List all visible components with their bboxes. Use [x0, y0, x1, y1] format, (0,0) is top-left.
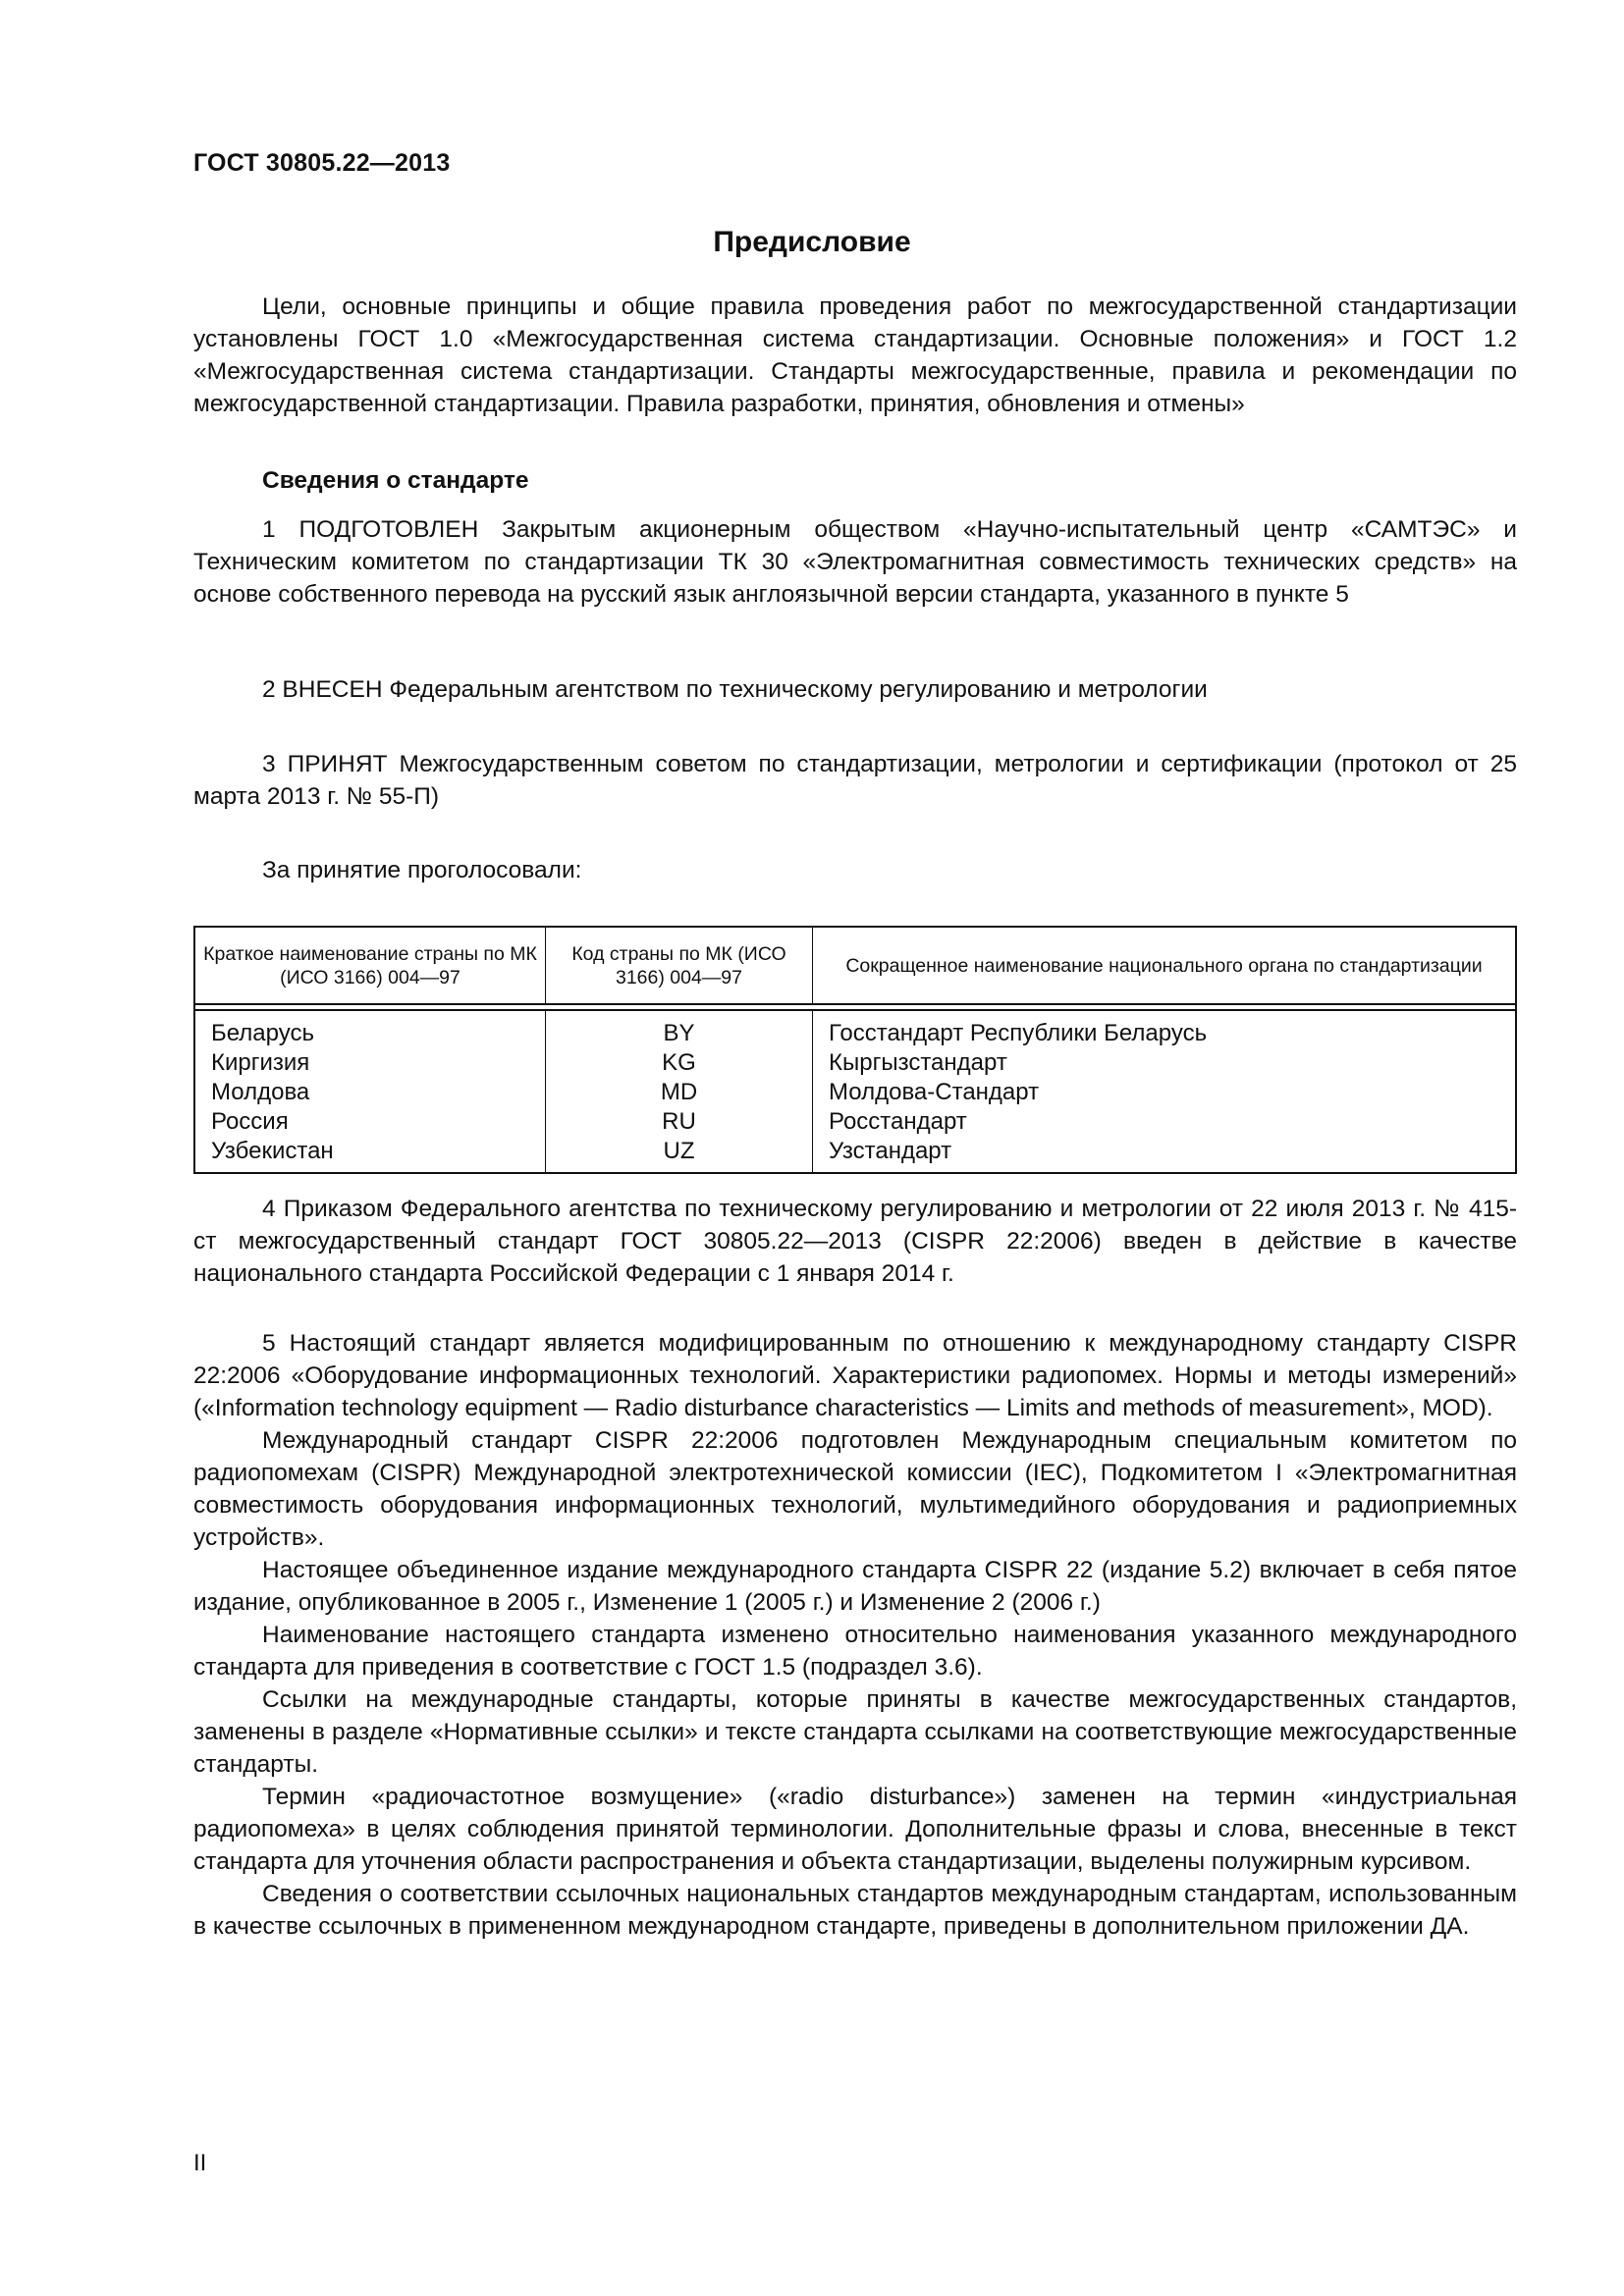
table-cell-code: RU	[662, 1108, 696, 1135]
section-heading-block	[193, 464, 1517, 497]
document-id: ГОСТ 30805.22—2013	[193, 149, 451, 177]
item-5-paragraph: Термин «радиочастотное возмущение» («radio disturbance») заменен на термин «индустриальная радиопомеха» в целях соблюдения принятой терминологии. Дополнительные фразы и слова, внесенные в текст стандарта для уточнения области распространения и объекта стандартизации, выделены полужирным курсивом.	[193, 1784, 1517, 1875]
item-1-text: 1 ПОДГОТОВЛЕН Закрытым акционерным обществом «Научно-испытательный центр «САМТЭС» и Техническим комитетом по стандартизации ТК 30 «Электромагнитная совместимость технических средств» на основе собственного перевода на русский язык англоязычной версии стандарта, указанного в пункте 5	[193, 516, 1517, 608]
table-body	[195, 1011, 1515, 1172]
table-cell-country: Россия	[211, 1108, 289, 1135]
item-3	[193, 748, 1517, 813]
table-cell-body: Госстандарт Республики Беларусь	[829, 1020, 1208, 1046]
code-column	[546, 1011, 813, 1172]
table-cell-code: MD	[660, 1079, 698, 1105]
item-2-text: 2 ВНЕСЕН Федеральным агентством по техническому регулированию и метрологии	[262, 676, 1208, 703]
table-cell-code: BY	[663, 1020, 695, 1046]
table-cell-body: Кыргызстандарт	[829, 1049, 1007, 1076]
intro-paragraph	[193, 291, 1517, 420]
header-code: Код страны по МК (ИСО 3166) 004—97	[546, 928, 813, 1003]
table-cell-body: Росстандарт	[829, 1108, 967, 1135]
table-cell-country: Молдова	[211, 1079, 310, 1105]
voting-table	[193, 926, 1517, 1174]
item-5	[193, 1327, 1517, 1943]
table-cell-body: Молдова-Стандарт	[829, 1079, 1040, 1105]
page-title: Предисловие	[713, 226, 911, 258]
item-5-paragraph: Ссылки на международные стандарты, которые приняты в качестве межгосударственных стандартов, заменены в разделе «Нормативные ссылки» и тексте стандарта ссылками на соответствующие межгосударственные стандарты.	[193, 1686, 1517, 1778]
item-2	[193, 673, 1517, 706]
table-header	[195, 928, 1515, 1005]
table-cell-code: UZ	[663, 1138, 695, 1164]
item-4-text: 4 Приказом Федерального агентства по техническому регулированию и метрологии от 22 июля 2013 г. № 415-ст межгосударственный стандарт ГОСТ 30805.22—2013 (CISPR 22:2006) введен в действие в качестве национального стандарта Российской Федерации с 1 января 2014 г.	[193, 1196, 1517, 1287]
section-heading: Сведения о стандарте	[262, 467, 529, 494]
table-cell-body: Узстандарт	[829, 1138, 952, 1164]
page-number: II	[193, 2150, 207, 2176]
body-column	[813, 1011, 1515, 1172]
item-5-paragraph: Международный стандарт CISPR 22:2006 подготовлен Международным специальным комитетом по радиопомехам (CISPR) Международной электротехнической комиссии (IEC), Подкомитетом I «Электромагнитная совместимость оборудования информационных технологий, мультимедийного оборудования и радиоприемных устройств».	[193, 1427, 1517, 1551]
item-1	[193, 513, 1517, 611]
header-country: Краткое наименование страны по МК (ИСО 3166) 004—97	[195, 928, 546, 1003]
table-cell-country: Беларусь	[211, 1020, 314, 1046]
header-body: Сокращенное наименование национального органа по стандартизации	[845, 954, 1483, 977]
country-column	[195, 1011, 546, 1172]
item-5-paragraph: Наименование настоящего стандарта изменено относительно наименования указанного международного стандарта для приведения в соответствие с ГОСТ 1.5 (подраздел 3.6).	[193, 1622, 1517, 1681]
table-cell-code: KG	[662, 1049, 696, 1076]
item-5-paragraph: 5 Настоящий стандарт является модифицированным по отношению к международному стандарту CISPR 22:2006 «Оборудование информационных технологий. Характеристики радиопомех. Нормы и методы измерений» («Information technology equipment — Radio disturbance characteristics — Limits and methods of measurement», MOD).	[193, 1330, 1517, 1421]
table-cell-country: Киргизия	[211, 1049, 310, 1076]
item-3-text: 3 ПРИНЯТ Межгосударственным советом по стандартизации, метрологии и сертификации (протокол от 25 марта 2013 г. № 55-П)	[193, 751, 1517, 810]
item-5-paragraph: Настоящее объединенное издание международного стандарта CISPR 22 (издание 5.2) включает в себя пятое издание, опубликованное в 2005 г., Изменение 1 (2005 г.) и Изменение 2 (2006 г.)	[193, 1557, 1517, 1616]
intro-text: Цели, основные принципы и общие правила проведения работ по межгосударственной стандартизации установлены ГОСТ 1.0 «Межгосударственная система стандартизации. Основные положения» и ГОСТ 1.2 «Межгосударственная система стандартизации. Стандарты межгосударственные, правила и рекомендации по межгосударственной стандартизации. Правила разработки, принятия, обновления и отмены»	[193, 294, 1517, 417]
item-4	[193, 1193, 1517, 1290]
voted-label-block	[193, 854, 1517, 886]
table-cell-country: Узбекистан	[211, 1138, 334, 1164]
item-5-paragraph: Сведения о соответствии ссылочных национальных стандартов международным стандартам, использованным в качестве ссылочных в примененном международном стандарте, приведены в дополнительном приложении ДА.	[193, 1881, 1517, 1940]
voted-label: За принятие проголосовали:	[262, 857, 582, 883]
